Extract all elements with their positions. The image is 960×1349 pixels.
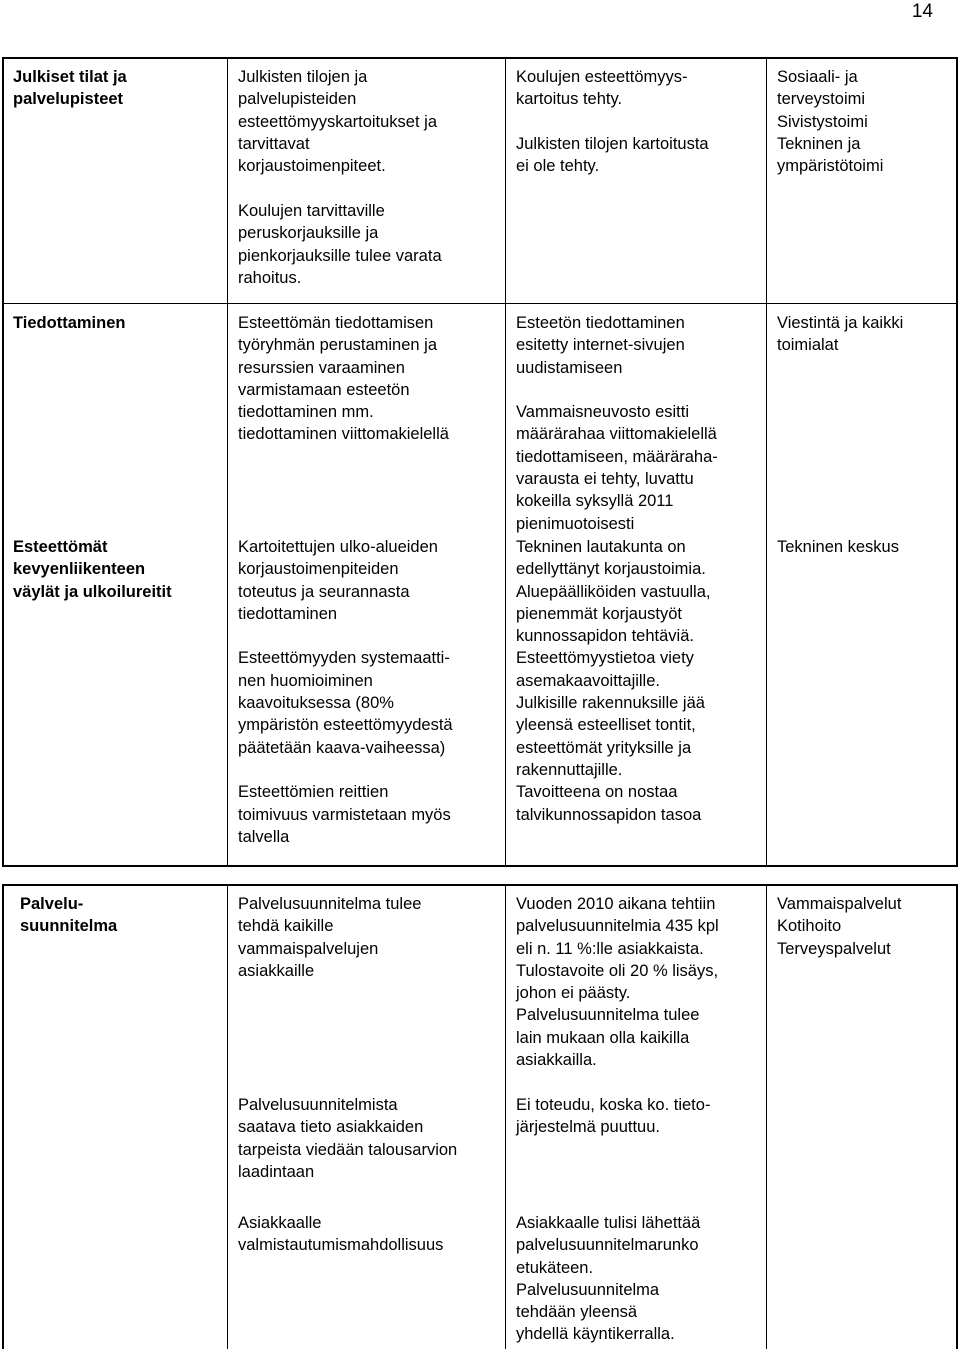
table-border-top — [2, 57, 958, 59]
measure-service-plan-budget: Palvelusuunnitelmista saatava tieto asiakkaiden tarpeista viedään talousarvion laadintaan — [238, 1096, 458, 1181]
column-divider-2 — [505, 57, 506, 867]
responsible-service-plan: Vammaispalvelut Kotihoito Terveyspalvelut — [777, 895, 902, 958]
table-border-bottom — [2, 865, 958, 867]
row-title-pathways: Esteettömät kevyenliikenteen väylät ja ulkoilureitit — [13, 538, 172, 601]
measure-client-preparation: Asiakkaalle valmistautumismahdollisuus — [238, 1214, 444, 1255]
table2-border-right — [956, 884, 958, 1349]
responsible-pathways: Tekninen keskus — [777, 538, 899, 556]
table-border-right — [956, 57, 958, 867]
table2-column-divider-1 — [227, 884, 228, 1349]
table2-column-divider-2 — [505, 884, 506, 1349]
row-title-communication: Tiedottaminen — [13, 314, 126, 332]
measure-accessibility-surveys: Julkisten tilojen ja palvelupisteiden esteettömyyskartoitukset ja tarvittavat korjaustoimenpiteet. — [238, 68, 437, 176]
row-divider — [2, 303, 958, 304]
status-service-plan-for-all: Vuoden 2010 aikana tehtiin palvelusuunnitelmia 435 kpl eli n. 11 %:lle asiakkaista. Tulostavoite oli 20 % lisäys, johon ei päästy. Palvelusuunnitelma tulee lain mukaan olla kaikilla asiakkailla. — [516, 895, 719, 1070]
row-title-service-plan: Palvelu- suunnitelma — [20, 895, 118, 936]
responsible-communication: Viestintä ja kaikki toimialat — [777, 314, 904, 355]
measure-service-plan-for-all: Palvelusuunnitelma tulee tehdä kaikille vammaispalvelujen asiakkaille — [238, 895, 422, 980]
status-service-plan-budget: Ei toteudu, koska ko. tieto- järjestelmä puuttuu. — [516, 1096, 711, 1137]
measure-pathways: Kartoitettujen ulko-alueiden korjaustoimenpiteiden toteutus ja seurannasta tiedottaminen Esteettömyyden systemaatti- nen huomioiminen kaavoituksessa (80% ympäristön esteettömyydestä päätetään kaava-vaiheessa) Esteettömien reittien toimivuus varmistetaan myös talvella — [238, 538, 453, 846]
column-divider-1 — [227, 57, 228, 867]
measure-school-renovation-funding: Koulujen tarvittaville peruskorjauksille ja pienkorjauksille tulee varata rahoitus. — [238, 202, 442, 287]
status-school-survey: Koulujen esteettömyys- kartoitus tehty. Julkisten tilojen kartoitusta ei ole tehty. — [516, 68, 709, 176]
page-number: 14 — [911, 1, 933, 22]
column-divider-3 — [766, 57, 767, 867]
row-title-public-spaces: Julkiset tilat ja palvelupisteet — [13, 68, 127, 109]
table2-border-left — [2, 884, 4, 1349]
table2-border-top — [2, 884, 958, 886]
responsible-public-spaces: Sosiaali- ja terveystoimi Sivistystoimi Tekninen ja ympäristötoimi — [777, 68, 884, 176]
table2-column-divider-3 — [766, 884, 767, 1349]
table-border-left — [2, 57, 4, 867]
status-pathways: Tekninen lautakunta on edellyttänyt korjaustoimia. Aluepäälliköiden vastuulla, pienemmät korjaustyöt kunnossapidon tehtäviä. Esteettömyystietoa viety asemakaavoittajille. Julkisille rakennuksille jää yleensä esteelliset tontit, esteettömät yrityksille ja rakennuttajille. Tavoitteena on nostaa talvikunnossapidon tasoa — [516, 538, 711, 824]
status-communication: Esteetön tiedottaminen esitetty internet-sivujen uudistamiseen Vammaisneuvosto esitti määrärahaa viittomakielellä tiedottamiseen, määräraha- varausta ei tehty, luvattu kokeilla syksyllä 2011 pienimuotoisesti — [516, 314, 718, 533]
measure-accessible-communication: Esteettömän tiedottamisen työryhmän perustaminen ja resurssien varaaminen varmistamaan esteetön tiedottaminen mm. tiedottaminen viittomakielellä — [238, 314, 449, 444]
status-client-preparation: Asiakkaalle tulisi lähettää palvelusuunnitelmarunko etukäteen. Palvelusuunnitelma tehdään yleensä yhdellä käyntikerralla. — [516, 1214, 701, 1344]
